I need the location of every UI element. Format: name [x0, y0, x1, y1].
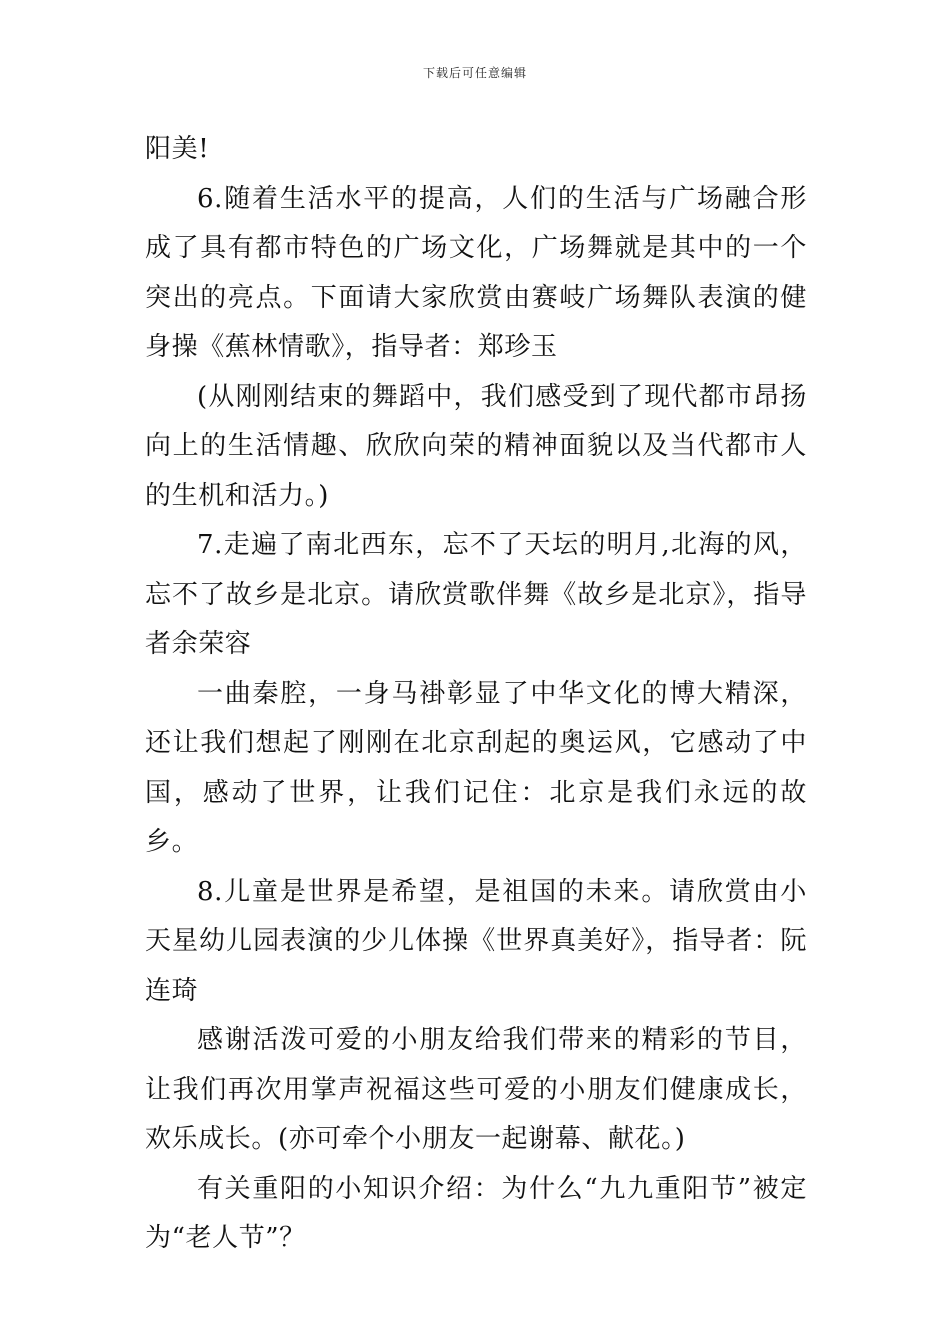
document-body [145, 125, 807, 1264]
paragraph-item-8: 8.儿童是世界是希望，是祖国的未来。请欣赏由小天星幼儿园表演的少儿体操《世界真美好》，指导者：阮连琦 [145, 876, 807, 1006]
paragraph-knowledge-intro: 有关重阳的小知识介绍：为什么“九九重阳节”被定为“老人节”？ [145, 1173, 807, 1253]
page-header: 下载后可任意编辑 [422, 66, 527, 80]
paragraph-item-7: 7.走遍了南北西东，忘不了天坛的明月,北海的风，忘不了故乡是北京。请欣赏歌伴舞《故乡是北京》，指导者余荣容 [145, 530, 807, 659]
paragraph-continuation: 阳美! [145, 134, 210, 164]
paragraph-note-8: 感谢活泼可爱的小朋友给我们带来的精彩的节目，让我们再次用掌声祝福这些可爱的小朋友们健康成长，欢乐成长。(亦可牵个小朋友一起谢幕、献花。) [145, 1025, 807, 1154]
paragraph-item-6: 6.随着生活水平的提高，人们的生活与广场融合形成了具有都市特色的广场文化，广场舞就是其中的一个突出的亮点。下面请大家欣赏由赛岐广场舞队表演的健身操《蕉林情歌》，指导者：郑珍玉 [145, 183, 807, 362]
paragraph-note-6: (从刚刚结束的舞蹈中，我们感受到了现代都市昂扬向上的生活情趣、欣欣向荣的精神面貌以及当代都市人的生机和活力。) [145, 381, 807, 511]
paragraph-note-7: 一曲秦腔，一身马褂彰显了中华文化的博大精深，还让我们想起了刚刚在北京刮起的奥运风，它感动了中国，感动了世界，让我们记住：北京是我们永远的故乡。 [145, 678, 807, 857]
